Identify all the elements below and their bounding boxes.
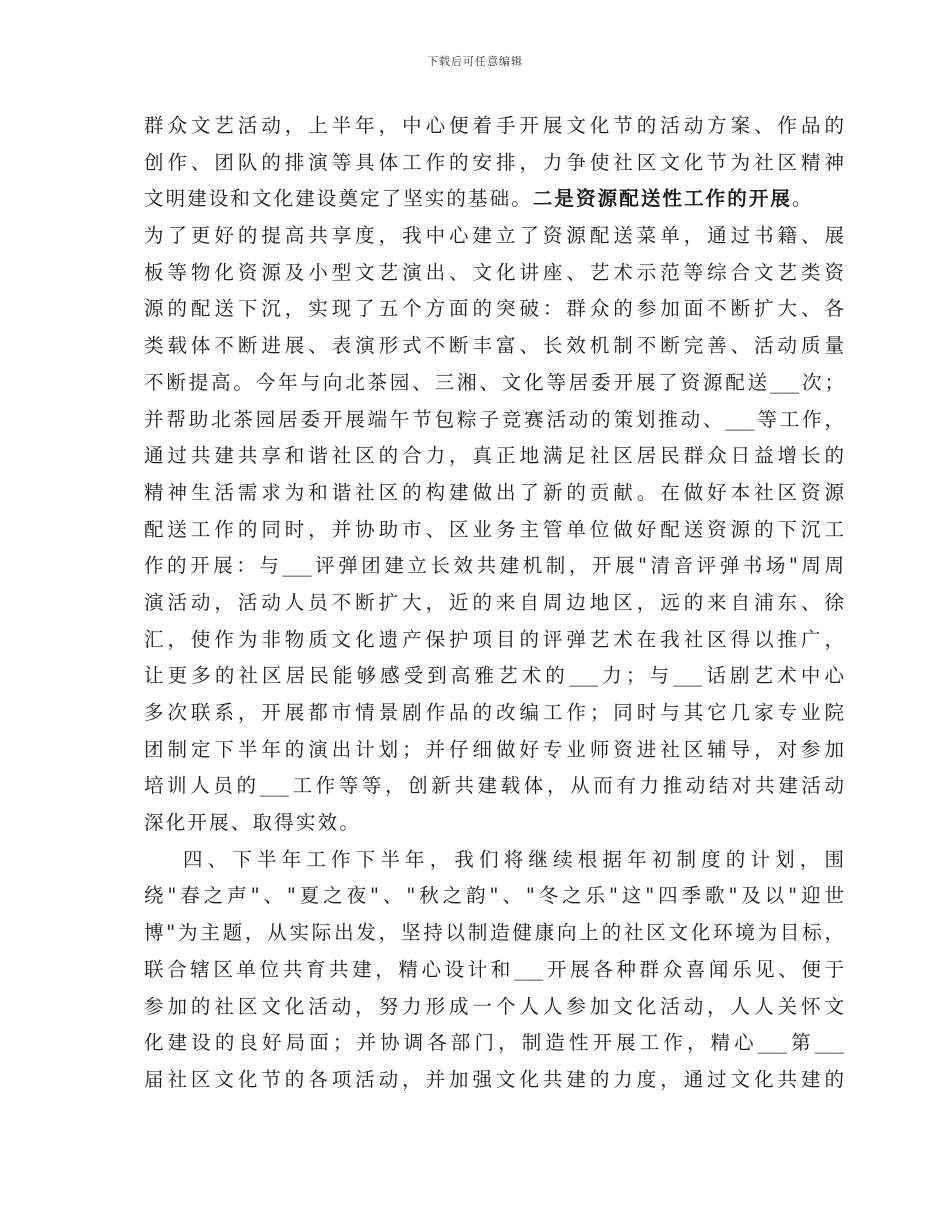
text-line: 培训人员的___工作等等，创新共建载体，从而有力推动结对共建活动 [144, 774, 844, 798]
text-line: 届社区文化节的各项活动，并加强文化共建的力度，通过文化共建的 [144, 1067, 844, 1091]
text-line: 作的开展：与___评弹团建立长效共建机制，开展"清音评弹书场"周周 [144, 554, 844, 578]
text-line: 为了更好的提高共享度，我中心建立了资源配送菜单，通过书籍、展 [144, 224, 844, 248]
text-line: 多次联系，开展都市情景剧作品的改编工作；同时与其它几家专业院 [144, 701, 844, 724]
text-line: 博"为主题，从实际出发，坚持以制造健康向上的社区文化环境为目标， [144, 921, 844, 945]
text-line: 化建设的良好局面；并协调各部门，制造性开展工作，精心___第___ [144, 1031, 844, 1055]
text-line: 参加的社区文化活动，努力形成一个人人参加文化活动，人人关怀文 [144, 994, 844, 1018]
text-line: 通过共建共享和谐社区的合力，真正地满足社区居民群众日益增长的 [144, 444, 844, 468]
text-line [144, 181, 844, 218]
text-line: 创作、团队的排演等具体工作的安排，力争使社区文化节为社区精神 [144, 150, 844, 174]
text-line-indented: 四、下半年工作下半年，我们将继续根据年初制度的计划，围 [183, 847, 844, 871]
text-line: 联合辖区单位共育共建，精心设计和___开展各种群众喜闻乐见、便于 [144, 957, 844, 981]
text-line: 源的配送下沉，实现了五个方面的突破：群众的参加面不断扩大、各 [144, 297, 844, 321]
text-line: 团制定下半年的演出计划；并仔细做好专业师资进社区辅导，对参加 [144, 737, 844, 761]
text-line: 让更多的社区居民能够感受到高雅艺术的___力；与___话剧艺术中心 [144, 664, 844, 688]
text-run: 。 [792, 187, 814, 211]
text-line: 不断提高。今年与向北茶园、三湘、文化等居委开展了资源配送___次； [144, 370, 844, 394]
text-line: 深化开展、取得实效。 [144, 811, 362, 835]
text-line: 精神生活需求为和谐社区的构建做出了新的贡献。在做好本社区资源 [144, 480, 844, 504]
text-line: 演活动，活动人员不断扩大，近的来自周边地区，远的来自浦东、徐 [144, 590, 844, 614]
text-line: 并帮助北茶园居委开展端午节包粽子竞赛活动的策划推动、___等工作， [144, 407, 844, 431]
text-line: 汇，使作为非物质文化遗产保护项目的评弹艺术在我社区得以推广， [144, 627, 844, 651]
text-line: 群众文艺活动，上半年，中心便着手开展文化节的活动方案、作品的 [144, 114, 844, 137]
text-line: 配送工作的同时，并协助市、区业务主管单位做好配送资源的下沉工 [144, 517, 844, 541]
text-run: 文明建设和文化建设奠定了坚实的基础。 [144, 187, 533, 211]
bold-heading-run: 二是资源配送性工作的开展 [532, 187, 793, 211]
text-line: 绕"春之声"、"夏之夜"、"秋之韵"、"冬之乐"这"四季歌"及以"迎世 [144, 884, 844, 908]
document-body [144, 108, 844, 1099]
page-header: 下载后可任意编辑 [427, 55, 523, 68]
text-line: 板等物化资源及小型文艺演出、文化讲座、艺术示范等综合文艺类资 [144, 260, 844, 284]
text-line: 类载体不断进展、表演形式不断丰富、长效机制不断完善、活动质量 [144, 334, 844, 358]
